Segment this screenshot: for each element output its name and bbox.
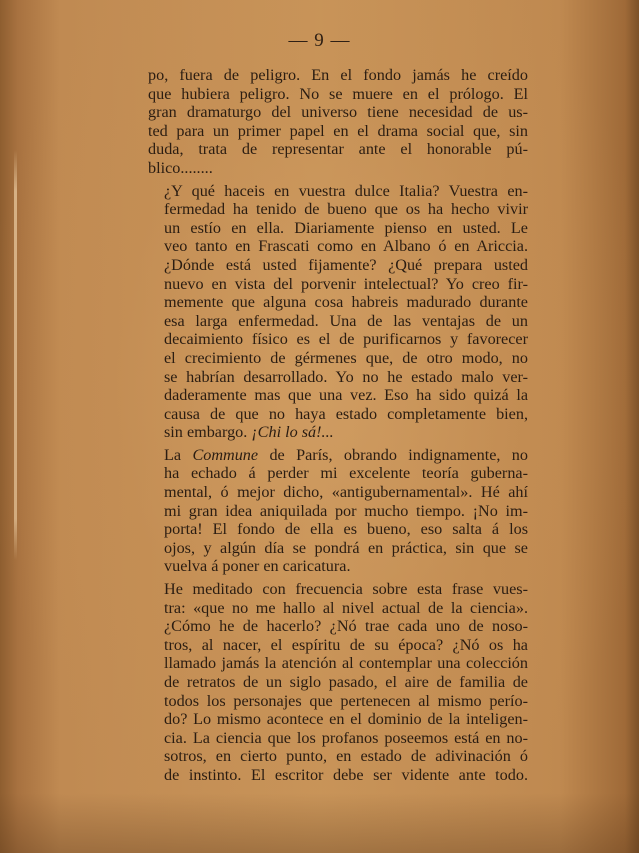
text-line: ojos, y algún día se pondrá en práctica, sin que se <box>164 538 528 557</box>
text-line: fermedad ha tenido de bueno que os ha hecho vivir <box>164 200 528 219</box>
text-line: todos los personajes que pertenecen al mismo perío- <box>164 691 528 710</box>
text-line: ha echado á perder mi excelente teoría guberna- <box>164 464 528 483</box>
text-line: mental, ó mejor dicho, «antigubernamental». Hé ahí <box>164 483 528 502</box>
text-line: esa larga enfermedad. Una de las ventajas de un <box>164 311 528 330</box>
text-line: memente que alguna cosa habreis madurado durante <box>164 293 528 312</box>
text-line: decaimiento físico es el de purificarnos y favorecer <box>164 330 528 349</box>
text-line: gran dramaturgo del universo tiene necesidad de us- <box>148 103 528 122</box>
text-line <box>148 423 528 442</box>
paragraph-3 <box>148 446 528 576</box>
text-line: daderamente mas que una vez. Eso ha sido quizá la <box>164 386 528 405</box>
text-line: ¿Cómo he de hacerlo? ¿Nó trae cada uno de noso- <box>164 617 528 636</box>
italic-phrase: ¡Chi lo sá!... <box>251 423 334 442</box>
text-line: que hubiera peligro. No se muere en el prólogo. El <box>148 84 528 103</box>
text-line: el crecimiento de gérmenes que, de otro modo, no <box>164 348 528 367</box>
text-line: nuevo en vista del porvenir intelectual? Yo creo fir- <box>164 274 528 293</box>
text-line: sotros, en cierto punto, en estado de adivinación ó <box>164 747 528 766</box>
text-line: ¿Dónde está usted fijamente? ¿Qué prepara usted <box>164 255 528 274</box>
text-line: tros, al nacer, el espíritu de su época? ¿Nó os ha <box>164 635 528 654</box>
paragraph-1 <box>148 66 528 178</box>
text-line: llamado jamás la atención al contemplar una colección <box>164 654 528 673</box>
text-line: veo tanto en Frascati como en Albano ó en Ariccia. <box>164 237 528 256</box>
text-line <box>148 446 528 465</box>
text-line: He meditado con frecuencia sobre esta frase vues- <box>164 580 528 599</box>
text-line: ¿Y qué haceis en vuestra dulce Italia? Vuestra en- <box>164 181 528 200</box>
text-line: de retratos de un siglo pasado, el aire de familia de <box>164 673 528 691</box>
text-fragment: sin embargo. <box>164 423 252 442</box>
text-line: duda, trata de representar ante el honorable pú- <box>148 140 528 159</box>
page-spine-shadow <box>14 150 17 560</box>
paragraph-2 <box>148 182 528 442</box>
page-number: — 9 — <box>288 30 351 51</box>
text-line: ted para un primer papel en el drama social que, sin <box>148 121 528 140</box>
italic-word: Commune <box>192 445 259 464</box>
text-fragment: La <box>164 445 193 464</box>
paragraph-4 <box>148 580 528 785</box>
text-line: blico........ <box>148 158 213 177</box>
text-line: porta! El fondo de ella es bueno, eso salta á los <box>164 520 528 539</box>
text-line: cia. La ciencia que los profanos poseemos está en no- <box>164 728 528 747</box>
text-line: tra: «que no me hallo al nivel actual de la ciencia». <box>164 598 528 617</box>
text-line: se habrían desarrollado. Yo no he estado malo ver- <box>164 367 528 386</box>
text-line: vuelva á poner en caricatura. <box>164 557 351 576</box>
text-line: un estío en ella. Diariamente pienso en usted. Le <box>164 218 528 237</box>
page-bottom-shadow <box>0 793 639 853</box>
text-line: po, fuera de peligro. En el fondo jamás he creído <box>148 66 528 84</box>
text-fragment: de París, obrando indignamente, no <box>258 445 528 464</box>
text-line: do? Lo mismo acontece en el dominio de la inteligen- <box>164 710 528 729</box>
text-line: de instinto. El escritor debe ser vidente ante todo. <box>164 765 528 784</box>
text-line: mi gran idea aniquilada por mucho tiempo. ¡No im- <box>164 501 528 520</box>
text-line: causa de que no haya estado completamente bien, <box>164 404 528 423</box>
body-text <box>148 66 528 789</box>
